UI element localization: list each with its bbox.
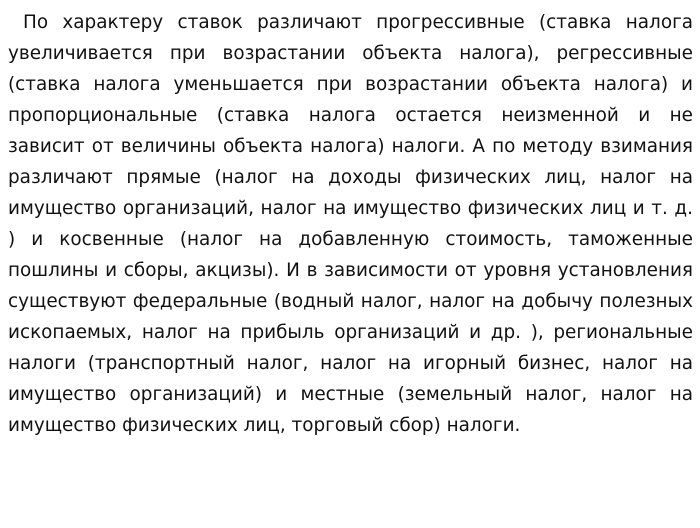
document-page (8, 7, 693, 441)
body-paragraph: По характеру ставок различают прогрессивные (ставка налога увеличивается при возрастании объекта налога), регрессивные (ставка налога уменьшается при возрастании объекта налога) и пропорциональные (ставка налога остается неизменной и не зависит от величины объекта налога) налоги. А по методу взимания различают прямые (налог на доходы физических лиц, налог на имущество организаций, налог на имущество физических лиц и т. д. ) и косвенные (налог на добавленную стоимость, таможенные пошлины и сборы, акцизы). И в зависимости от уровня установления существуют федеральные (водный налог, налог на добычу полезных ископаемых, налог на прибыль организаций и др. ), региональные налоги (транспортный налог, налог на игорный бизнес, налог на имущество организаций) и местные (земельный налог, налог на имущество физических лиц, торговый сбор) налоги. (8, 12, 693, 436)
